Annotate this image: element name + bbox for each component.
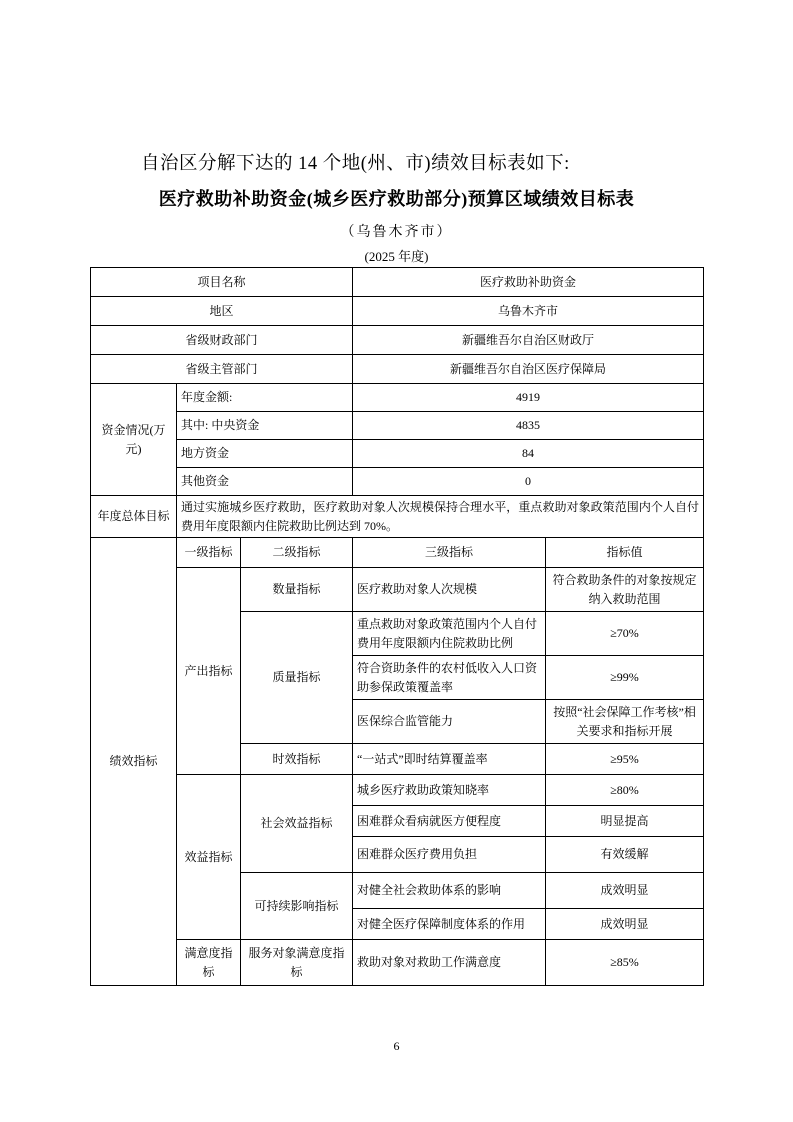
performance-section-label-cell: 绩效指标 <box>91 538 177 986</box>
funding-value-cell: 4919 <box>353 384 704 412</box>
level1-indicator-cell: 效益指标 <box>177 775 241 940</box>
indicator-name-cell: 对健全社会救助体系的影响 <box>353 873 546 909</box>
table-row <box>91 412 704 440</box>
annual-goal-text-cell: 通过实施城乡医疗救助，医疗救助对象人次规模保持合理水平，重点救助对象政策范围内个人自付费用年度限额内住院救助比例达到 70%。 <box>177 496 704 538</box>
funding-value-cell: 0 <box>353 468 704 496</box>
funding-value-cell: 4835 <box>353 412 704 440</box>
info-label-cell: 地区 <box>91 297 353 326</box>
funding-label-cell: 其他资金 <box>177 468 353 496</box>
info-label-cell: 省级财政部门 <box>91 326 353 355</box>
level2-indicator-cell: 服务对象满意度指标 <box>241 940 353 986</box>
indicator-name-cell: 符合资助条件的农村低收入人口资助参保政策覆盖率 <box>353 656 546 700</box>
indicator-value-cell: 成效明显 <box>546 873 704 909</box>
header-level3-cell: 三级指标 <box>353 538 546 568</box>
header-level2-cell: 二级指标 <box>241 538 353 568</box>
indicator-value-cell: 按照“社会保障工作考核”相关要求和指标开展 <box>546 700 704 744</box>
table-row <box>91 268 704 297</box>
header-level1-cell: 一级指标 <box>177 538 241 568</box>
intro-text: 自治区分解下达的 14 个地(州、市)绩效目标表如下: <box>141 154 570 174</box>
indicator-name-cell: 医保综合监管能力 <box>353 700 546 744</box>
info-label-cell: 省级主管部门 <box>91 355 353 384</box>
indicator-value-cell: ≥70% <box>546 612 704 656</box>
funding-label-cell: 地方资金 <box>177 440 353 468</box>
info-value-cell: 乌鲁木齐市 <box>353 297 704 326</box>
indicator-name-cell: 救助对象对救助工作满意度 <box>353 940 546 986</box>
info-value-cell: 新疆维吾尔自治区医疗保障局 <box>353 355 704 384</box>
funding-label-cell: 其中: 中央资金 <box>177 412 353 440</box>
performance-target-table <box>90 267 704 986</box>
table-row <box>91 496 704 538</box>
indicator-value-cell: ≥85% <box>546 940 704 986</box>
level2-indicator-cell: 质量指标 <box>241 612 353 744</box>
level1-indicator-cell: 满意度指标 <box>177 940 241 986</box>
indicator-value-cell: ≥80% <box>546 775 704 806</box>
info-value-cell: 新疆维吾尔自治区财政厅 <box>353 326 704 355</box>
annual-goal-label-cell: 年度总体目标 <box>91 496 177 538</box>
indicator-value-cell: 有效缓解 <box>546 837 704 873</box>
table-row <box>91 297 704 326</box>
level2-indicator-cell: 数量指标 <box>241 568 353 612</box>
level2-indicator-cell: 时效指标 <box>241 744 353 775</box>
table-row <box>91 940 704 986</box>
table-row <box>91 355 704 384</box>
indicator-value-cell: ≥99% <box>546 656 704 700</box>
funding-value-cell: 84 <box>353 440 704 468</box>
info-value-cell: 医疗救助补助资金 <box>353 268 704 297</box>
level1-indicator-cell: 产出指标 <box>177 568 241 775</box>
table-row <box>91 326 704 355</box>
table-row <box>91 440 704 468</box>
indicator-name-cell: 重点救助对象政策范围内个人自付费用年度限额内住院救助比例 <box>353 612 546 656</box>
year-subtitle: (2025 年度) <box>364 249 429 264</box>
indicator-value-cell: 成效明显 <box>546 909 704 940</box>
funding-label-cell: 年度金额: <box>177 384 353 412</box>
indicator-name-cell: 医疗救助对象人次规模 <box>353 568 546 612</box>
level2-indicator-cell: 可持续影响指标 <box>241 873 353 940</box>
header-value-cell: 指标值 <box>546 538 704 568</box>
table-title: 医疗救助补助资金(城乡医疗救助部分)预算区域绩效目标表 <box>158 189 635 209</box>
table-row <box>91 568 704 612</box>
table-row <box>91 468 704 496</box>
region-subtitle: （乌鲁木齐市） <box>340 225 453 240</box>
indicator-value-cell: ≥95% <box>546 744 704 775</box>
indicator-name-cell: 困难群众看病就医方便程度 <box>353 806 546 837</box>
page-number: 6 <box>393 1039 400 1053</box>
indicator-name-cell: 城乡医疗救助政策知晓率 <box>353 775 546 806</box>
indicator-value-cell: 符合救助条件的对象按规定纳入救助范围 <box>546 568 704 612</box>
indicator-name-cell: 困难群众医疗费用负担 <box>353 837 546 873</box>
table-row <box>91 775 704 806</box>
level2-indicator-cell: 社会效益指标 <box>241 775 353 873</box>
info-label-cell: 项目名称 <box>91 268 353 297</box>
table-row <box>91 538 704 568</box>
funding-section-label-cell: 资金情况(万元) <box>91 384 177 496</box>
indicator-name-cell: 对健全医疗保障制度体系的作用 <box>353 909 546 940</box>
table-row <box>91 384 704 412</box>
indicator-value-cell: 明显提高 <box>546 806 704 837</box>
indicator-name-cell: “一站式”即时结算覆盖率 <box>353 744 546 775</box>
